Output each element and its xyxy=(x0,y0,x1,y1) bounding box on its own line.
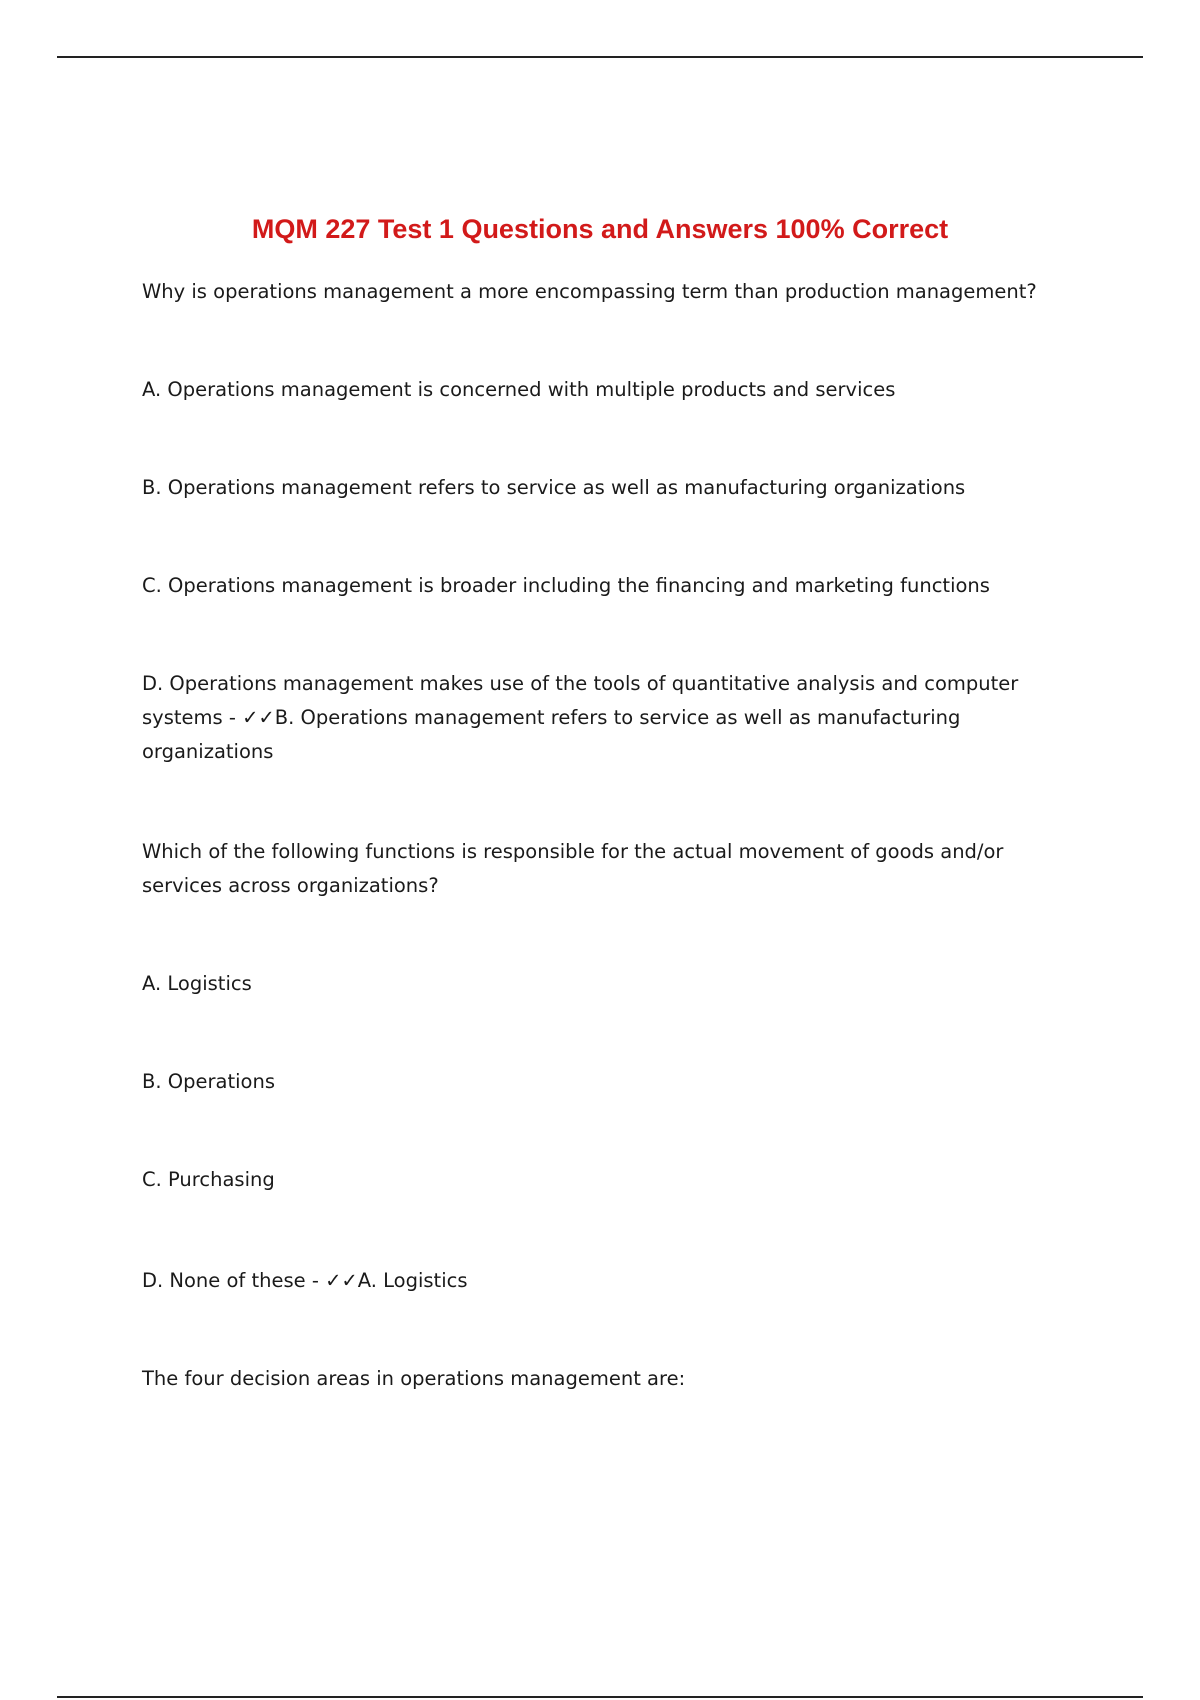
footer-rule xyxy=(57,1696,1143,1698)
q2-option-a: A. Logistics xyxy=(142,972,252,995)
q1-option-b: B. Operations management refers to service as well as manufacturing organizations xyxy=(142,476,966,499)
question-2: Which of the following functions is responsible for the actual movement of goods and/or services across organizations? xyxy=(142,840,1004,897)
q2-option-c: C. Purchasing xyxy=(142,1168,275,1191)
q2-option-d-with-answer: D. None of these - ✓✓A. Logistics xyxy=(142,1269,468,1292)
q1-option-a: A. Operations management is concerned with multiple products and services xyxy=(142,378,896,401)
header-rule xyxy=(57,56,1143,58)
q1-option-c: C. Operations management is broader including the financing and marketing functions xyxy=(142,574,990,597)
q2-option-b: B. Operations xyxy=(142,1070,275,1093)
question-1: Why is operations management a more encompassing term than production management? xyxy=(142,280,1037,303)
question-3: The four decision areas in operations management are: xyxy=(142,1367,686,1390)
q1-option-d-with-answer: D. Operations management makes use of the tools of quantitative analysis and computer systems - ✓✓B. Operations management refers to service as well as manufacturing organizations xyxy=(142,672,1019,763)
document-title: MQM 227 Test 1 Questions and Answers 100% Correct xyxy=(251,214,949,244)
